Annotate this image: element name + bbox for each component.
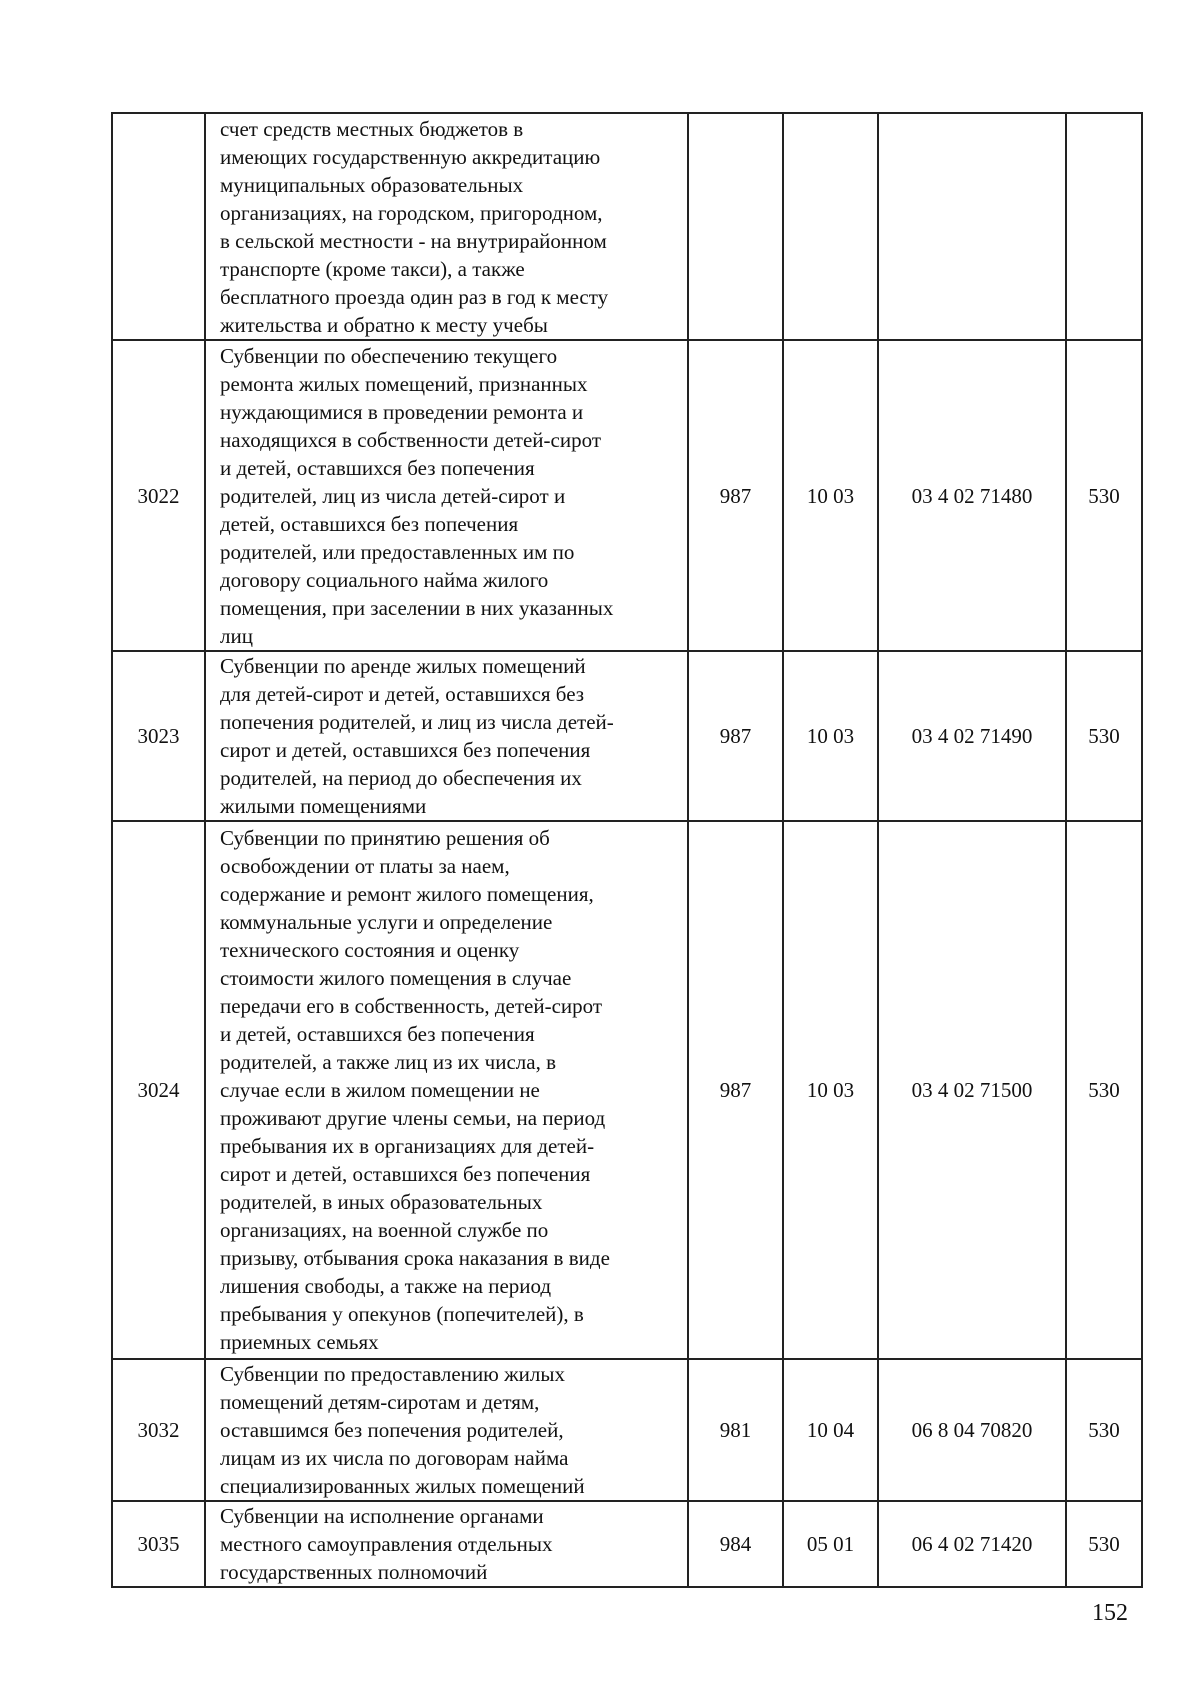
row-section-code: 05 01	[783, 1501, 878, 1587]
page-number: 152	[1092, 1600, 1128, 1626]
row-expense-type: 530	[1066, 1501, 1142, 1587]
row-section-code: 10 03	[783, 651, 878, 821]
row-expense-type: 530	[1066, 821, 1142, 1359]
row-target-code: 06 4 02 71420	[878, 1501, 1066, 1587]
row-section-code	[783, 113, 878, 340]
row-description: Субвенции на исполнение органами местного самоуправления отдельных государственных полномочий	[220, 1504, 553, 1584]
row-description: Субвенции по предоставлению жилых помещений детям-сиротам и детям, оставшимся без попечения родителей, лицам из их числа по договорам найма специализированных жилых помещений	[220, 1362, 585, 1498]
row-code: 3023	[112, 651, 205, 821]
table-row	[112, 113, 1142, 340]
row-admin-code: 984	[688, 1501, 783, 1587]
row-target-code: 06 8 04 70820	[878, 1359, 1066, 1501]
row-code: 3024	[112, 821, 205, 1359]
row-admin-code: 987	[688, 651, 783, 821]
row-admin-code: 987	[688, 340, 783, 651]
row-admin-code: 987	[688, 821, 783, 1359]
table-row	[112, 1501, 1142, 1587]
row-code: 3022	[112, 340, 205, 651]
row-description: Субвенции по аренде жилых помещений для детей-сирот и детей, оставшихся без попечения родителей, и лиц из числа детей- сирот и детей, оставшихся без попечения родителей, на период до обеспечения их жилыми помещениями	[220, 654, 614, 818]
row-admin-code	[688, 113, 783, 340]
row-section-code: 10 03	[783, 821, 878, 1359]
row-description: счет средств местных бюджетов в имеющих государственную аккредитацию муниципальных образовательных организациях, на городском, пригородном, в сельской местности - на внутрирайонном транспорте (кроме такси), а также бесплатного проезда один раз в год к месту жительства и обратно к месту учебы	[220, 116, 609, 337]
row-expense-type: 530	[1066, 651, 1142, 821]
row-code: 3032	[112, 1359, 205, 1501]
row-expense-type: 530	[1066, 1359, 1142, 1501]
row-description: Субвенции по обеспечению текущего ремонта жилых помещений, признанных нуждающимися в проведении ремонта и находящихся в собственности детей-сирот и детей, оставшихся без попечения родителей, лиц из числа детей-сирот и детей, оставшихся без попечения родителей, или предоставленных им по договору социального найма жилого помещения, при заселении в них указанных лиц	[220, 343, 614, 648]
row-code: 3035	[112, 1501, 205, 1587]
row-description: Субвенции по принятию решения об освобождении от платы за наем, содержание и ремонт жилого помещения, коммунальные услуги и определение технического состояния и оценку стоимости жилого помещения в случае передачи его в собственность, детей-сирот и детей, оставшихся без попечения родителей, а также лиц из их числа, в случае если в жилом помещении не проживают другие члены семьи, на период пребывания их в организациях для детей- сирот и детей, оставшихся без попечения родителей, в иных образовательных организациях, на военной службе по призыву, отбывания срока наказания в виде лишения свободы, а также на период пребывания у опекунов (попечителей), в приемных семьях	[220, 826, 610, 1354]
row-section-code: 10 03	[783, 340, 878, 651]
table-row	[112, 1359, 1142, 1501]
row-code	[112, 113, 205, 340]
budget-table	[111, 112, 1143, 1588]
row-expense-type	[1066, 113, 1142, 340]
row-admin-code: 981	[688, 1359, 783, 1501]
table-row	[112, 821, 1142, 1359]
row-target-code: 03 4 02 71500	[878, 821, 1066, 1359]
row-target-code: 03 4 02 71480	[878, 340, 1066, 651]
table-row	[112, 340, 1142, 651]
row-target-code	[878, 113, 1066, 340]
row-expense-type: 530	[1066, 340, 1142, 651]
row-target-code: 03 4 02 71490	[878, 651, 1066, 821]
table-row	[112, 651, 1142, 821]
row-section-code: 10 04	[783, 1359, 878, 1501]
